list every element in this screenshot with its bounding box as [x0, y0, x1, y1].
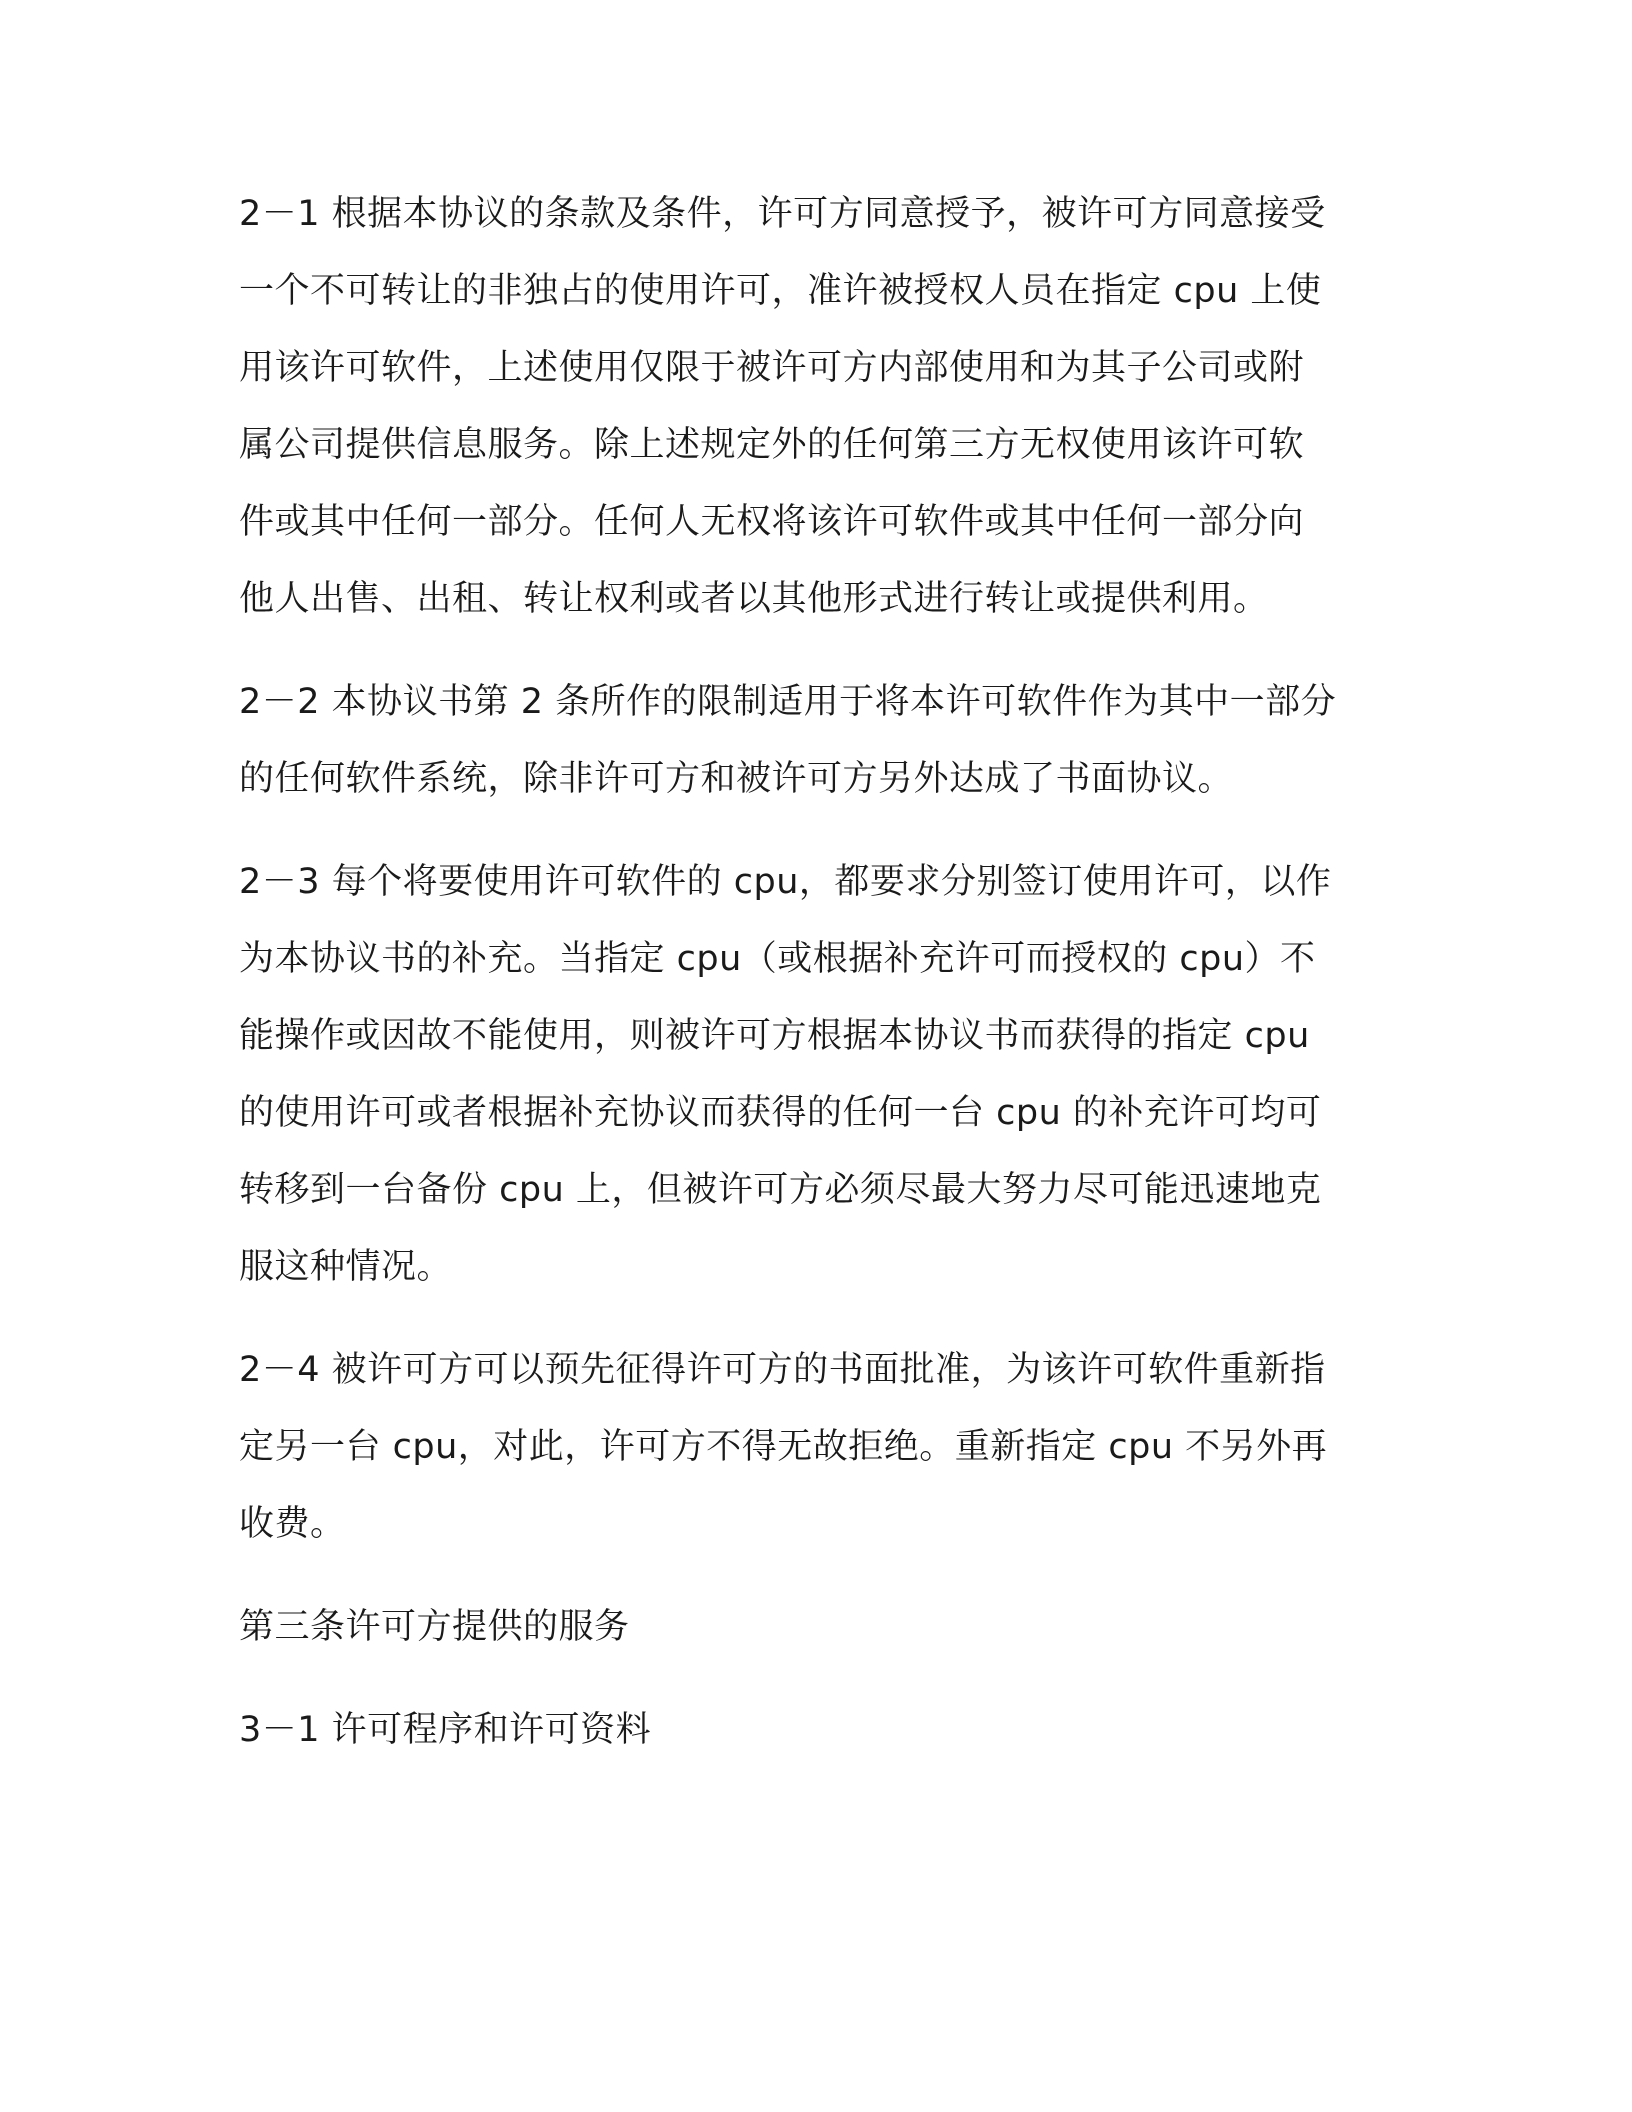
text-line: 2－1 根据本协议的条款及条件，许可方同意授予，被许可方同意接受 — [239, 194, 1326, 234]
text-line: 第三条许可方提供的服务 — [239, 1607, 630, 1647]
text-line: 的使用许可或者根据补充协议而获得的任何一台 cpu 的补充许可均可 — [239, 1093, 1322, 1133]
text-line: 件或其中任何一部分。任何人无权将该许可软件或其中任何一部分向 — [239, 502, 1305, 542]
text-line: 收费。 — [239, 1504, 346, 1544]
text-line: 2－2 本协议书第 2 条所作的限制适用于将本许可软件作为其中一部分 — [239, 682, 1337, 722]
text-line: 2－4 被许可方可以预先征得许可方的书面批准，为该许可软件重新指 — [239, 1350, 1326, 1390]
text-line: 服这种情况。 — [239, 1247, 453, 1287]
text-line: 能操作或因故不能使用，则被许可方根据本协议书而获得的指定 cpu — [239, 1016, 1310, 1056]
clause-3-1-heading — [239, 1692, 1409, 1769]
text-line: 定另一台 cpu，对此，许可方不得无故拒绝。重新指定 cpu 不另外再 — [239, 1427, 1328, 1467]
clause-2-1-paragraph — [239, 176, 1409, 638]
clause-2-3-paragraph — [239, 844, 1409, 1306]
text-line: 为本协议书的补充。当指定 cpu（或根据补充许可而授权的 cpu）不 — [239, 939, 1316, 979]
clause-2-2-paragraph — [239, 664, 1409, 818]
text-line: 一个不可转让的非独占的使用许可，准许被授权人员在指定 cpu 上使 — [239, 271, 1322, 311]
clause-2-4-paragraph — [239, 1332, 1409, 1563]
text-line: 他人出售、出租、转让权利或者以其他形式进行转让或提供利用。 — [239, 579, 1269, 619]
text-line: 用该许可软件，上述使用仅限于被许可方内部使用和为其子公司或附 — [239, 348, 1305, 388]
text-line: 属公司提供信息服务。除上述规定外的任何第三方无权使用该许可软 — [239, 425, 1305, 465]
document-body — [239, 176, 1409, 1795]
text-line: 的任何软件系统，除非许可方和被许可方另外达成了书面协议。 — [239, 759, 1234, 799]
article-3-heading — [239, 1589, 1409, 1666]
text-line: 转移到一台备份 cpu 上，但被许可方必须尽最大努力尽可能迅速地克 — [239, 1170, 1322, 1210]
text-line: 2－3 每个将要使用许可软件的 cpu，都要求分别签订使用许可，以作 — [239, 862, 1332, 902]
text-line: 3－1 许可程序和许可资料 — [239, 1710, 652, 1750]
